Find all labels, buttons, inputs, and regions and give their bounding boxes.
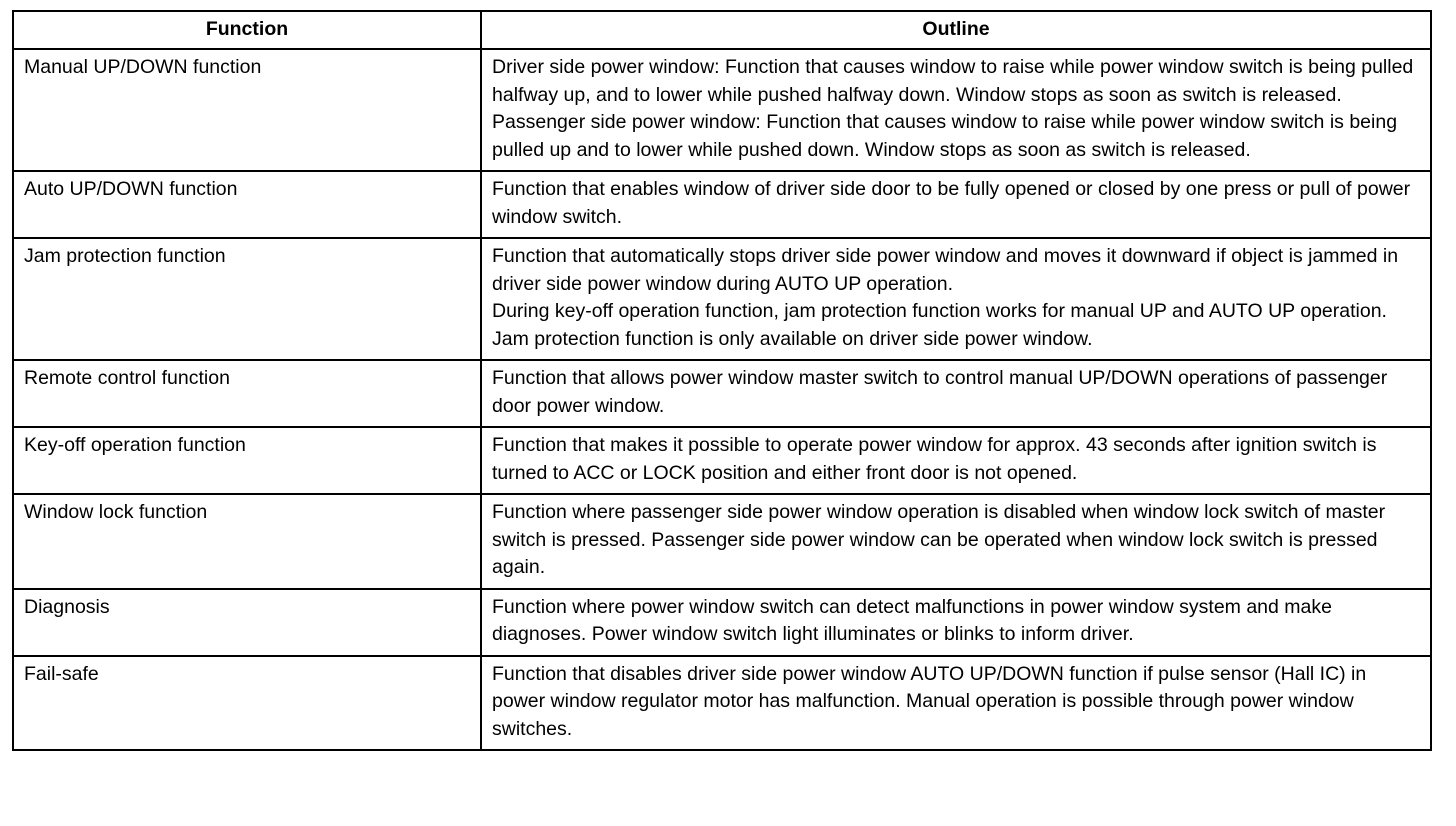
- outline-paragraph: Function that makes it possible to operate power window for approx. 43 seconds after ignition switch is turned to ACC or LOCK position and either front door is not opened.: [492, 434, 1377, 484]
- function-cell: Fail-safe: [13, 656, 481, 751]
- header-function: Function: [13, 11, 481, 49]
- function-cell: Auto UP/DOWN function: [13, 171, 481, 238]
- function-cell: Remote control function: [13, 360, 481, 427]
- outline-cell: [481, 360, 1431, 427]
- outline-paragraph: Function that disables driver side power window AUTO UP/DOWN function if pulse sensor (Hall IC) in power window regulator motor has malfunction. Manual operation is possible through power window switches.: [492, 662, 1367, 740]
- function-outline-table: [12, 10, 1432, 751]
- table-row: [13, 656, 1431, 751]
- header-outline: Outline: [481, 11, 1431, 49]
- table-row: [13, 360, 1431, 427]
- outline-cell: [481, 427, 1431, 494]
- function-cell: Jam protection function: [13, 238, 481, 360]
- outline-paragraph: Function where power window switch can detect malfunctions in power window system and make diagnoses. Power window switch light illuminates or blinks to inform driver.: [492, 595, 1332, 645]
- outline-paragraph: Function that allows power window master switch to control manual UP/DOWN operations of passenger door power window.: [492, 367, 1388, 417]
- outline-cell: [481, 238, 1431, 360]
- outline-paragraph: During key-off operation function, jam protection function works for manual UP and AUTO UP operation. Jam protection function is only available on driver side power window.: [492, 300, 1387, 350]
- outline-paragraph: Passenger side power window: Function that causes window to raise while power window switch is being pulled up and to lower while pushed down. Window stops as soon as switch is released.: [492, 111, 1398, 161]
- function-cell: Window lock function: [13, 494, 481, 589]
- table-row: [13, 238, 1431, 360]
- table-row: [13, 427, 1431, 494]
- table-header-row: [13, 11, 1431, 49]
- function-cell: Diagnosis: [13, 589, 481, 656]
- outline-paragraph: Function where passenger side power window operation is disabled when window lock switch of master switch is pressed. Passenger side power window can be operated when window lock switch is pressed again.: [492, 501, 1386, 578]
- table-row: [13, 171, 1431, 238]
- table-row: [13, 589, 1431, 656]
- outline-cell: [481, 589, 1431, 656]
- outline-cell: [481, 656, 1431, 751]
- outline-cell: [481, 49, 1431, 171]
- function-cell: Key-off operation function: [13, 427, 481, 494]
- function-cell: Manual UP/DOWN function: [13, 49, 481, 171]
- outline-cell: [481, 494, 1431, 589]
- outline-cell: [481, 171, 1431, 238]
- table-row: [13, 494, 1431, 589]
- outline-paragraph: Function that automatically stops driver side power window and moves it downward if object is jammed in driver side power window during AUTO UP operation.: [492, 245, 1399, 295]
- table-row: [13, 49, 1431, 171]
- outline-paragraph: Function that enables window of driver side door to be fully opened or closed by one press or pull of power window switch.: [492, 178, 1411, 228]
- outline-paragraph: Driver side power window: Function that causes window to raise while power window switch is being pulled halfway up, and to lower while pushed halfway down. Window stops as soon as switch is released.: [492, 56, 1414, 106]
